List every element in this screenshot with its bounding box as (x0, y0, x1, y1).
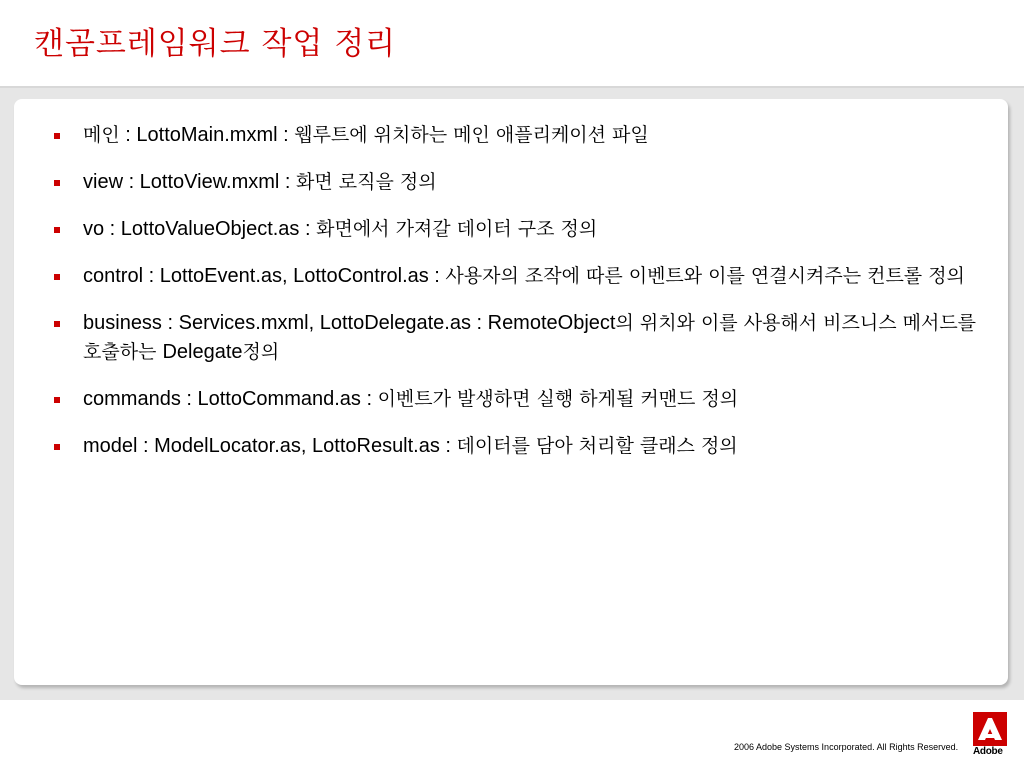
bullet-text-ko: 데이터를 담아 처리할 클래스 정의 (456, 435, 738, 457)
square-bullet-icon (54, 274, 60, 280)
square-bullet-icon (54, 397, 60, 403)
bullet-text-en: control : LottoEvent.as, LottoControl.as : (83, 265, 446, 287)
square-bullet-icon (54, 133, 60, 139)
bullet-text-ko: 화면에서 가져갈 데이터 구조 정의 (316, 218, 598, 240)
bullet-list (54, 121, 984, 479)
bullet-text-en: commands : LottoCommand.as : (83, 388, 378, 410)
bullet-text-en: view : LottoView.mxml : (83, 171, 297, 193)
copyright-text: 2006 Adobe Systems Incorporated. All Rights Reserved. (734, 742, 959, 752)
bullet-text-ko: 메인 (83, 124, 120, 146)
bullet-item-view (54, 168, 984, 197)
bullet-text-en: : LottoMain.mxml : (119, 124, 295, 146)
bullet-text-en: business : Services.mxml, LottoDelegate.as : RemoteObject (83, 312, 616, 334)
adobe-wordmark: Adobe (973, 746, 1003, 757)
square-bullet-icon (54, 444, 60, 450)
bullet-item-commands (54, 385, 984, 414)
footer (0, 700, 1024, 768)
bullet-text-ko: 의 위치와 이를 사용해서 비즈니스 메서드를 호출하는 (83, 312, 977, 363)
bullet-item-model (54, 432, 984, 461)
slide-title: 캔곰프레임워크 작업 정리 (34, 26, 397, 62)
bullet-item-vo (54, 215, 984, 244)
bullet-text-ko: 웹루트에 위치하는 메인 애플리케이션 파일 (294, 124, 649, 146)
square-bullet-icon (54, 227, 60, 233)
bullet-text-ko: 사용자의 조작에 따른 이벤트와 이를 연결시켜주는 컨트롤 정의 (445, 265, 965, 287)
bullet-text-ko: 이벤트가 발생하면 실행 하게될 커맨드 정의 (377, 388, 739, 410)
title-area (0, 0, 1024, 88)
square-bullet-icon (54, 180, 60, 186)
bullet-text-ko: 정의 (242, 341, 280, 363)
bullet-text-en: vo : LottoValueObject.as : (83, 218, 317, 240)
bullet-text-en: model : ModelLocator.as, LottoResult.as : (83, 435, 457, 457)
content-panel (14, 99, 1008, 685)
bullet-text-en: Delegate (162, 341, 243, 363)
bullet-text-ko: 화면 로직을 정의 (296, 171, 437, 193)
square-bullet-icon (54, 321, 60, 327)
bullet-item-business (54, 309, 984, 367)
bullet-item-main (54, 121, 984, 150)
bullet-item-control (54, 262, 984, 291)
